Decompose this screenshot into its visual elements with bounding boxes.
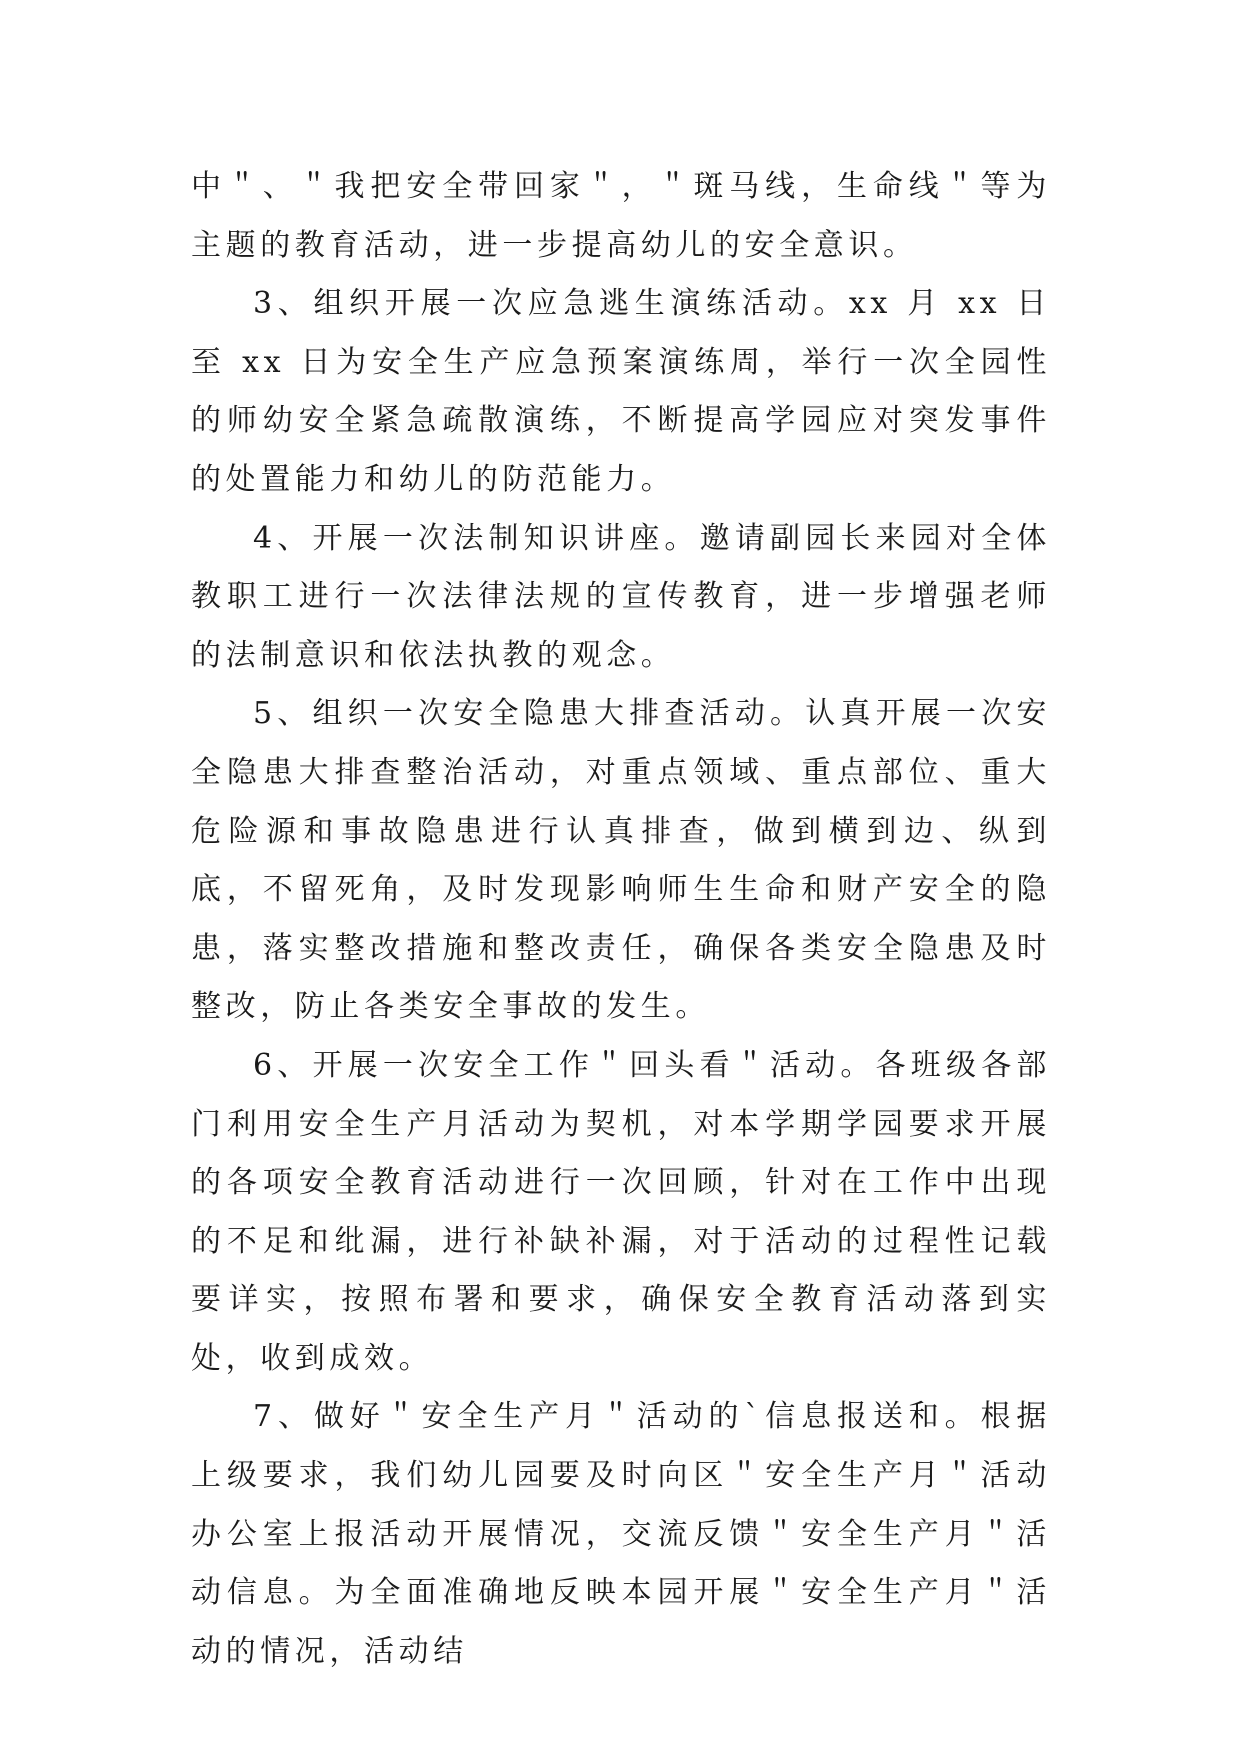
paragraph-item-3: 3、组织开展一次应急逃生演练活动。xx 月 xx 日至 xx 日为安全生产应急预案演练周，举行一次全园性的师幼安全紧急疏散演练，不断提高学园应对突发事件的处置能力和幼儿的防范能力。 [191,286,1051,497]
paragraph-item-5: 5、组织一次安全隐患大排查活动。认真开展一次安全隐患大排查整治活动，对重点领域、重点部位、重大危险源和事故隐患进行认真排查，做到横到边、纵到底，不留死角，及时发现影响师生生命和财产安全的隐患，落实整改措施和整改责任，确保各类安全隐患及时整改，防止各类安全事故的发生。 [191,696,1051,1025]
paragraph-item-7: 7、做好＂安全生产月＂活动的`信息报送和。根据上级要求，我们幼儿园要及时向区＂安全生产月＂活动办公室上报活动开展情况，交流反馈＂安全生产月＂活动信息。为全面准确地反映本园开展＂安全生产月＂活动的情况，活动结 [191,1399,1051,1669]
paragraph-continuation: 中＂、＂我把安全带回家＂，＂斑马线，生命线＂等为主题的教育活动，进一步提高幼儿的安全意识。 [191,169,1051,263]
document-body [191,158,1051,1681]
paragraph-item-4: 4、开展一次法制知识讲座。邀请副园长来园对全体教职工进行一次法律法规的宣传教育，进一步增强老师的法制意识和依法执教的观念。 [191,520,1051,673]
paragraph-item-6: 6、开展一次安全工作＂回头看＂活动。各班级各部门利用安全生产月活动为契机，对本学期学园要求开展的各项安全教育活动进行一次回顾，针对在工作中出现的不足和纰漏，进行补缺补漏，对于活动的过程性记载要详实，按照布署和要求，确保安全教育活动落到实处，收到成效。 [191,1047,1051,1376]
